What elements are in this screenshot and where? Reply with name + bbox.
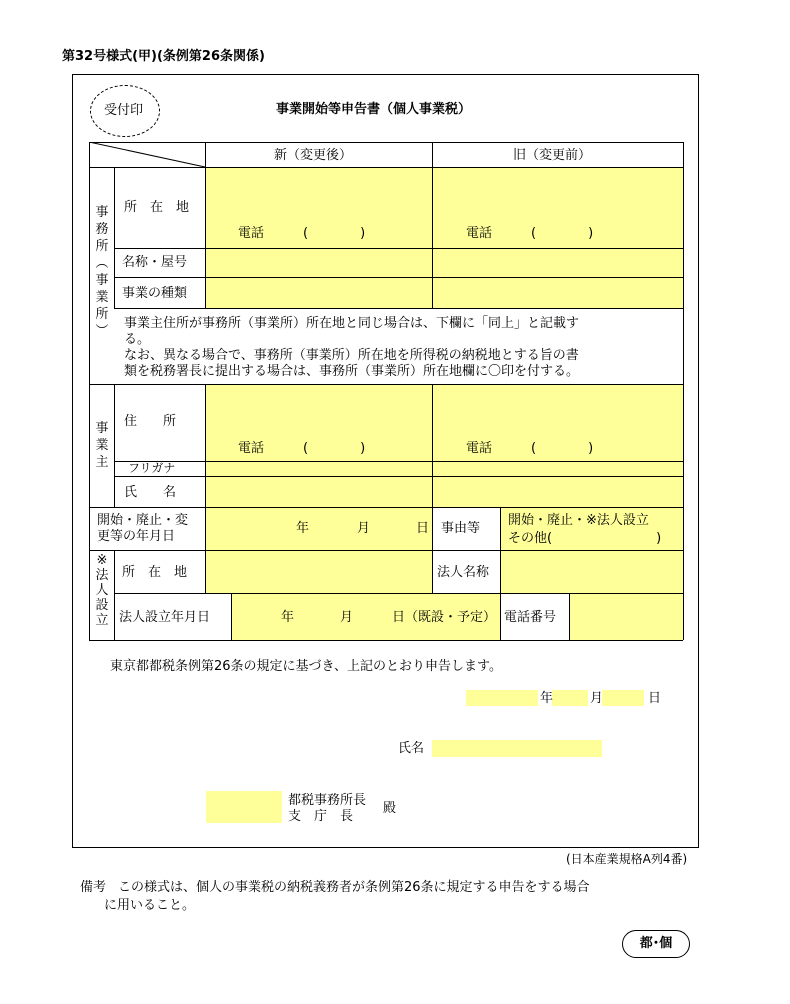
business-type-new-field[interactable] bbox=[206, 278, 432, 308]
corp-phone-label: 電話番号 bbox=[504, 610, 557, 625]
remarks-line2: に用いること。 bbox=[104, 898, 196, 913]
office-name-new-field[interactable] bbox=[206, 249, 432, 277]
addressee-office-field[interactable] bbox=[206, 791, 282, 823]
owner-section-label: 事 業 主 bbox=[95, 421, 109, 470]
owner-furigana-new-field[interactable] bbox=[206, 462, 432, 476]
declaration-year-label: 年 bbox=[540, 691, 554, 706]
office-phone-new: 電話 ( ) bbox=[238, 226, 366, 241]
reason-options-line2: その他( ) bbox=[508, 531, 662, 546]
owner-address-label: 住 所 bbox=[124, 414, 177, 429]
declarant-name-field[interactable] bbox=[432, 740, 602, 757]
addressee-line1: 都税事務所長 bbox=[288, 793, 367, 808]
reason-label: 事由等 bbox=[441, 521, 481, 536]
owner-furigana-label: フリガナ bbox=[128, 461, 176, 475]
corp-est-day-status: 日（既設・予定） bbox=[392, 610, 497, 625]
corp-est-date-label: 法人設立年月日 bbox=[119, 610, 211, 625]
reason-options-line1: 開始・廃止・※法人設立 bbox=[508, 513, 649, 528]
declaration-day-field[interactable] bbox=[602, 690, 644, 706]
column-header-old: 旧（変更前） bbox=[513, 148, 592, 163]
owner-name-label: 氏 名 bbox=[124, 485, 177, 500]
corp-name-field[interactable] bbox=[501, 551, 683, 593]
office-note-line2: る。 bbox=[124, 332, 151, 347]
office-name-old-field[interactable] bbox=[433, 249, 683, 277]
remarks-line1: この様式は、個人の事業税の納税義務者が条例第26条に規定する申告をする場合 bbox=[118, 880, 590, 895]
office-note-line3: なお、異なる場合で、事務所（事業所）所在地を所得税の納税地とする旨の書 bbox=[124, 348, 579, 363]
corp-est-year: 年 bbox=[281, 610, 295, 625]
change-date-month: 月 bbox=[357, 521, 371, 536]
change-date-field[interactable] bbox=[206, 508, 432, 550]
addressee-honorific: 殿 bbox=[383, 801, 397, 816]
remarks-label: 備考 bbox=[80, 880, 107, 895]
business-type-label: 事業の種類 bbox=[122, 286, 188, 301]
corp-location-field[interactable] bbox=[206, 551, 432, 593]
form-number: 第32号様式(甲)(条例第26条関係) bbox=[62, 49, 265, 64]
declaration-month-field[interactable] bbox=[552, 690, 588, 706]
corp-name-label: 法人名称 bbox=[437, 565, 490, 580]
office-note-line4: 類を税務署長に提出する場合は、事務所（事業所）所在地欄に〇印を付する。 bbox=[124, 364, 580, 379]
owner-name-new-field[interactable] bbox=[206, 477, 432, 507]
declarant-name-label: 氏名 bbox=[398, 741, 425, 756]
office-location-label: 所 在 地 bbox=[124, 200, 190, 215]
business-type-old-field[interactable] bbox=[433, 278, 683, 308]
corp-section-label: ※ 法 人 設 立 bbox=[95, 553, 109, 628]
owner-furigana-old-field[interactable] bbox=[433, 462, 683, 476]
office-name-label: 名称・屋号 bbox=[122, 255, 188, 270]
declaration-month-label: 月 bbox=[590, 691, 604, 706]
form-title: 事業開始等申告書（個人事業税） bbox=[276, 102, 472, 117]
corp-location-label: 所 在 地 bbox=[122, 565, 188, 580]
owner-phone-new: 電話 ( ) bbox=[238, 441, 366, 456]
owner-phone-old: 電話 ( ) bbox=[466, 441, 594, 456]
office-phone-old: 電話 ( ) bbox=[466, 226, 594, 241]
change-date-label-line2: 更等の年月日 bbox=[97, 529, 176, 544]
column-header-new: 新（変更後） bbox=[274, 148, 353, 163]
owner-name-old-field[interactable] bbox=[433, 477, 683, 507]
corp-est-month: 月 bbox=[340, 610, 354, 625]
change-date-year: 年 bbox=[296, 521, 310, 536]
category-badge: 都･個 bbox=[622, 930, 690, 958]
header-diagonal bbox=[89, 142, 206, 168]
paper-size-note: (日本産業規格A列4番) bbox=[566, 852, 688, 866]
change-date-label-line1: 開始・廃止・変 bbox=[97, 513, 189, 528]
declaration-day-label: 日 bbox=[648, 691, 662, 706]
reception-stamp-label: 受付印 bbox=[104, 103, 144, 118]
change-date-day: 日 bbox=[416, 521, 430, 536]
office-note-line1: 事業主住所が事務所（事業所）所在地と同じ場合は、下欄に「同上」と記載す bbox=[124, 316, 580, 331]
corp-phone-field[interactable] bbox=[570, 594, 683, 640]
declaration-statement: 東京都都税条例第26条の規定に基づき、上記のとおり申告します。 bbox=[110, 659, 502, 674]
office-section-label: 事 務 所 ︵ 事 業 所 ︶ bbox=[95, 205, 109, 339]
addressee-line2: 支 庁 長 bbox=[288, 809, 354, 824]
declaration-year-field[interactable] bbox=[466, 690, 538, 706]
